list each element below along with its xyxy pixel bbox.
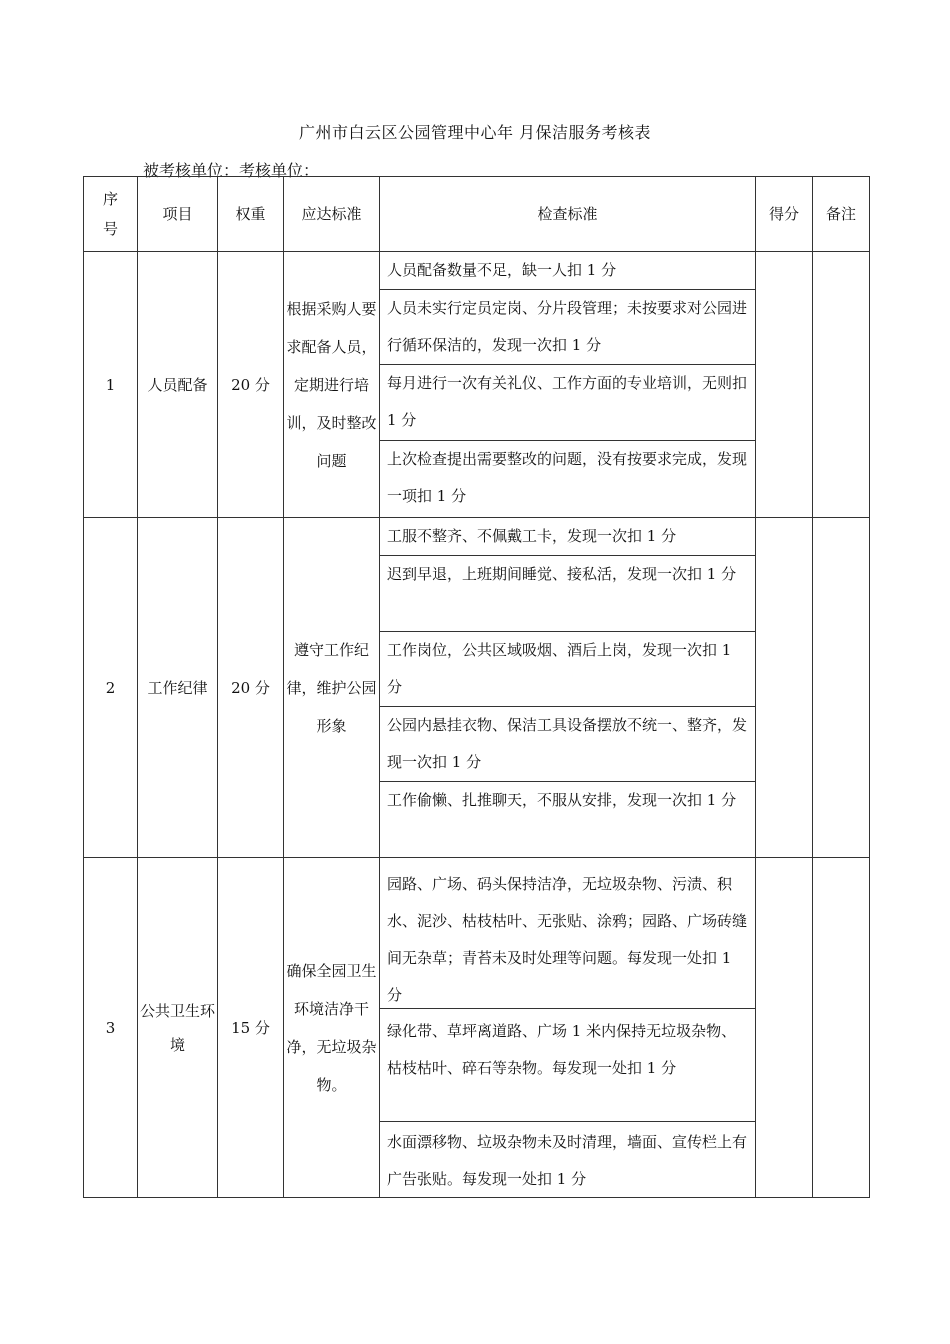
row-remark[interactable] bbox=[813, 252, 870, 518]
criteria-item: 公园内悬挂衣物、保洁工具设备摆放不统一、整齐，发现一次扣 1 分 bbox=[380, 707, 755, 782]
criteria-item: 迟到早退，上班期间睡觉、接私活，发现一次扣 1 分 bbox=[380, 556, 755, 632]
criteria-item: 绿化带、草坪离道路、广场 1 米内保持无垃圾杂物、枯枝枯叶、碎石等杂物。每发现一处扣 1 分 bbox=[380, 1009, 755, 1122]
row-standard: 遵守工作纪律，维护公园形象 bbox=[284, 518, 380, 858]
table-row bbox=[84, 858, 870, 1198]
criteria-item: 工作偷懒、扎推聊天，不服从安排，发现一次扣 1 分 bbox=[387, 791, 737, 809]
header-standard: 应达标准 bbox=[284, 177, 380, 252]
row-item: 工作纪律 bbox=[138, 518, 218, 858]
header-remark: 备注 bbox=[813, 177, 870, 252]
header-seq-line2: 号 bbox=[102, 220, 118, 238]
criteria-item: 人员未实行定员定岗、分片段管理；未按要求对公园进行循环保洁的，发现一次扣 1 分 bbox=[380, 290, 755, 365]
row-seq: 1 bbox=[84, 252, 138, 518]
row-standard: 根据采购人要求配备人员， 定期进行培训，及时整改问题 bbox=[284, 252, 380, 518]
assessment-table bbox=[83, 176, 870, 1198]
row-seq: 2 bbox=[84, 518, 138, 858]
row-remark[interactable] bbox=[813, 858, 870, 1198]
header-seq bbox=[84, 177, 138, 252]
criteria-item: 工服不整齐、不佩戴工卡，发现一次扣 1 分 bbox=[380, 518, 755, 556]
criteria-item: 水面漂移物、垃圾杂物未及时清理，墙面、宣传栏上有广告张贴。每发现一处扣 1 分 bbox=[387, 1133, 748, 1188]
row-seq: 3 bbox=[84, 858, 138, 1198]
row-score[interactable] bbox=[756, 858, 813, 1198]
row-criteria bbox=[380, 518, 756, 858]
assessment-unit-line: 被考核单位：考核单位： bbox=[143, 161, 320, 180]
row-remark[interactable] bbox=[813, 518, 870, 858]
criteria-item: 人员配备数量不足，缺一人扣 1 分 bbox=[380, 252, 755, 290]
row-criteria bbox=[380, 858, 756, 1198]
row-weight: 20 分 bbox=[218, 252, 284, 518]
row-score[interactable] bbox=[756, 252, 813, 518]
row-standard: 确保全园卫生环境洁净干净，无垃圾杂物。 bbox=[284, 858, 380, 1198]
header-weight: 权重 bbox=[218, 177, 284, 252]
criteria-item: 每月进行一次有关礼仪、工作方面的专业培训，无则扣 1 分 bbox=[380, 365, 755, 441]
page-title: 广州市白云区公园管理中心年 月保洁服务考核表 bbox=[298, 123, 652, 142]
row-item: 公共卫生环境 bbox=[138, 858, 218, 1198]
header-row bbox=[84, 177, 870, 252]
row-weight: 15 分 bbox=[218, 858, 284, 1198]
criteria-item: 园路、广场、码头保持洁净，无垃圾杂物、污渍、积水、泥沙、枯枝枯叶、无张贴、涂鸦；园路、广场砖缝间无杂草；青苔未及时处理等问题。每发现一处扣 1 分 bbox=[380, 858, 755, 1009]
criteria-item: 上次检查提出需要整改的问题，没有按要求完成，发现一项扣 1 分 bbox=[387, 450, 748, 505]
header-seq-line1: 序 bbox=[102, 190, 118, 208]
row-score[interactable] bbox=[756, 518, 813, 858]
header-criteria: 检查标准 bbox=[380, 177, 756, 252]
row-item: 人员配备 bbox=[138, 252, 218, 518]
criteria-item: 工作岗位，公共区域吸烟、酒后上岗，发现一次扣 1 分 bbox=[380, 632, 755, 707]
row-criteria bbox=[380, 252, 756, 518]
table-row bbox=[84, 252, 870, 518]
header-item: 项目 bbox=[138, 177, 218, 252]
row-weight: 20 分 bbox=[218, 518, 284, 858]
table-row bbox=[84, 518, 870, 858]
header-score: 得分 bbox=[756, 177, 813, 252]
